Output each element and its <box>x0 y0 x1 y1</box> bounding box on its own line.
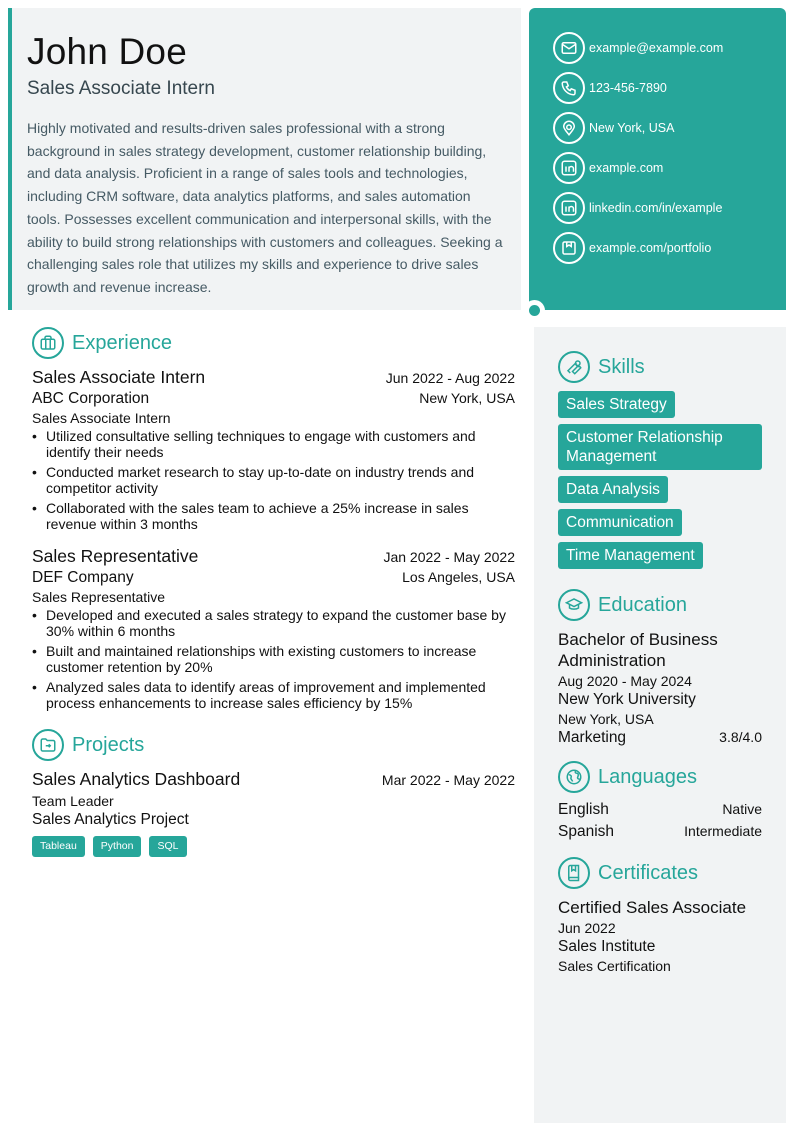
tag-tableau: Tableau <box>32 836 85 857</box>
portfolio-icon <box>553 232 585 264</box>
experience-header <box>32 327 515 359</box>
project-entry <box>32 769 515 857</box>
company-name: DEF Company <box>32 569 134 586</box>
projects-title: Projects <box>72 733 145 756</box>
language-name: English <box>558 801 609 818</box>
contact-portfolio-text: example.com/portfolio <box>589 241 712 255</box>
contact-website-text: example.com <box>589 161 664 175</box>
profile-summary: Highly motivated and results-driven sales professional with a strong background in sales strategy development, customer relationship building, and data analysis. Proficient in a range of sales tools and technologies, including CRM software, data analytics platforms, and sales automation tools. Possesses excellent communication and interpersonal skills, with the ability to build strong relationships with customers and colleagues. Seeking a challenging sales role that utilizes my skills and experience to drive sales growth and revenue increase. <box>27 120 503 295</box>
briefcase-icon <box>32 327 64 359</box>
skill-badge: Customer Relationship Management <box>558 424 762 470</box>
certificate-date: Jun 2022 <box>558 920 616 936</box>
job-title: Sales Associate Intern <box>32 367 206 387</box>
education-header <box>558 589 762 621</box>
bullet-item: • Developed and executed a sales strategy to expand the customer base by 30% within 6 months <box>32 607 515 639</box>
contact-portfolio[interactable] <box>553 232 786 264</box>
job-role: Sales Associate Intern <box>32 410 171 426</box>
skill-badge: Time Management <box>558 542 703 569</box>
projects-header <box>32 729 515 761</box>
language-level: Intermediate <box>684 823 762 839</box>
contact-email-text: example@example.com <box>589 41 724 55</box>
contact-phone[interactable] <box>553 72 786 104</box>
location-icon <box>553 112 585 144</box>
job-bullets <box>32 428 515 532</box>
bullet-item: • Utilized consultative selling techniques to engage with customers and identify their needs <box>32 428 515 460</box>
certificate-issuer: Sales Institute <box>558 938 656 955</box>
candidate-title: Sales Associate Intern <box>27 78 215 99</box>
skill-list <box>558 391 762 575</box>
certificate-type: Sales Certification <box>558 958 671 974</box>
project-tags <box>32 836 515 857</box>
sidebar <box>534 327 786 1123</box>
job-role: Sales Representative <box>32 589 166 605</box>
education-entry <box>558 629 762 747</box>
education-title: Education <box>598 593 687 616</box>
folder-icon <box>32 729 64 761</box>
certificate-name: Certified Sales Associate <box>558 898 747 917</box>
contact-linkedin-text: linkedin.com/in/example <box>589 201 723 215</box>
job-location: New York, USA <box>419 390 515 406</box>
school-name: New York University <box>558 691 696 708</box>
field-of-study: Marketing <box>558 729 627 746</box>
language-row <box>558 823 762 841</box>
bullet-item: • Collaborated with the sales team to achieve a 25% increase in sales revenue within 3 months <box>32 500 515 532</box>
job-location: Los Angeles, USA <box>402 569 515 585</box>
language-name: Spanish <box>558 823 615 840</box>
job-dates: Jan 2022 - May 2022 <box>383 549 515 565</box>
project-title: Sales Analytics Dashboard <box>32 769 241 789</box>
certificate-icon <box>558 857 590 889</box>
graduation-cap-icon <box>558 589 590 621</box>
experience-entry <box>32 367 515 532</box>
wrench-icon <box>558 351 590 383</box>
skill-badge: Communication <box>558 509 682 536</box>
skill-badge: Data Analysis <box>558 476 668 503</box>
project-dates: Mar 2022 - May 2022 <box>381 772 515 788</box>
job-title: Sales Representative <box>32 546 199 566</box>
experience-entry <box>32 546 515 711</box>
header-summary-panel <box>8 8 521 310</box>
contact-linkedin[interactable] <box>553 192 786 224</box>
contact-email[interactable] <box>553 32 786 64</box>
certificates-title: Certificates <box>598 861 699 884</box>
linkedin-icon <box>553 192 585 224</box>
project-subtitle: Sales Analytics Project <box>32 811 189 828</box>
company-name: ABC Corporation <box>32 390 150 407</box>
languages-header <box>558 761 762 793</box>
project-role: Team Leader <box>32 793 114 809</box>
education-dates: Aug 2020 - May 2024 <box>558 673 692 689</box>
contact-location <box>553 112 786 144</box>
bullet-item: • Conducted market research to stay up-to-date on industry trends and competitor activity <box>32 464 515 496</box>
languages-title: Languages <box>598 765 697 788</box>
experience-title: Experience <box>72 331 173 354</box>
certificate-entry <box>558 897 762 974</box>
bullet-item: • Built and maintained relationships with existing customers to increase customer retention by 20% <box>32 643 515 675</box>
timeline-dot <box>524 300 545 321</box>
contact-panel <box>529 8 786 310</box>
job-bullets <box>32 607 515 711</box>
contact-website[interactable] <box>553 152 786 184</box>
tag-sql: SQL <box>149 836 186 857</box>
gpa: 3.8/4.0 <box>719 729 762 745</box>
linkedin-icon <box>553 152 585 184</box>
language-list <box>558 801 762 841</box>
certificates-header <box>558 857 762 889</box>
contact-location-text: New York, USA <box>589 121 675 135</box>
contact-phone-text: 123-456-7890 <box>589 81 667 95</box>
main-column <box>32 327 515 857</box>
skills-title: Skills <box>598 355 645 378</box>
job-dates: Jun 2022 - Aug 2022 <box>385 370 515 386</box>
phone-icon <box>553 72 585 104</box>
language-row <box>558 801 762 819</box>
school-location: New York, USA <box>558 711 654 727</box>
language-level: Native <box>722 801 762 817</box>
degree: Bachelor of Business Administration <box>558 630 718 670</box>
bullet-item: • Analyzed sales data to identify areas of improvement and implemented process enhancements to increase sales efficiency by 15% <box>32 679 515 711</box>
email-icon <box>553 32 585 64</box>
globe-icon <box>558 761 590 793</box>
candidate-name: John Doe <box>27 31 187 72</box>
skills-header <box>558 351 762 383</box>
skill-badge: Sales Strategy <box>558 391 675 418</box>
tag-python: Python <box>93 836 142 857</box>
